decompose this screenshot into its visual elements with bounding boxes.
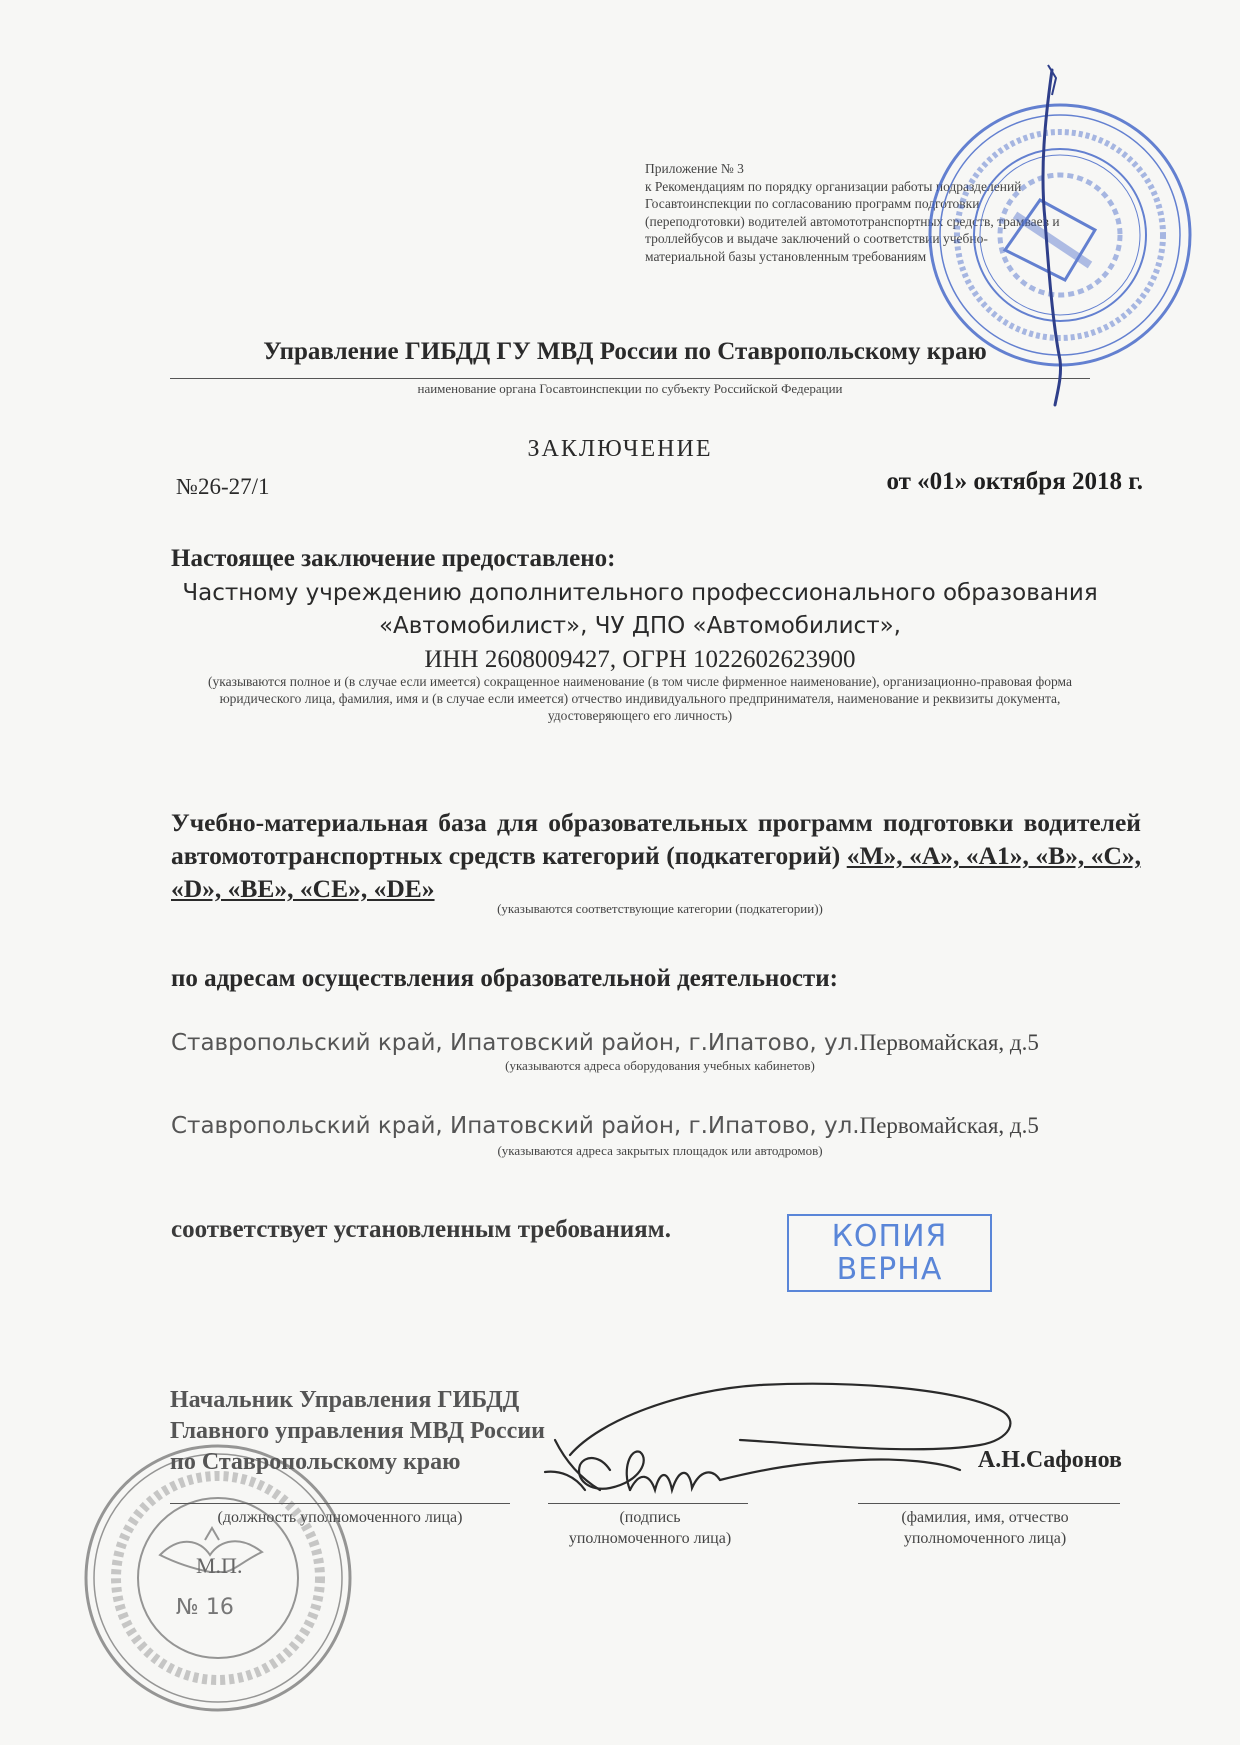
- name-caption-line-2: уполномоченного лица): [903, 1530, 1067, 1547]
- base-caption: (указываются соответствующие категории (подкатегории)): [497, 901, 823, 916]
- signature-caption-line-2: уполномоченного лица): [568, 1530, 732, 1547]
- recipient-line-1: Частному учреждению дополнительного профессионального образования: [182, 580, 1098, 606]
- classroom-address-prefix: Ставропольский край, Ипатовский район, г.Ипатово, ул.: [171, 1030, 860, 1056]
- document-title: ЗАКЛЮЧЕНИЕ: [527, 436, 713, 462]
- appendix-line: троллейбусов и выдаче заключений о соответствии учебно-: [645, 231, 988, 246]
- appendix-line: к Рекомендациям по порядку организации работы подразделений: [645, 178, 1022, 194]
- document-number: №26-27/1: [176, 474, 270, 499]
- signature-caption-line-1: (подпись: [619, 1509, 681, 1526]
- addresses-heading: по адресам осуществления образовательной деятельности:: [171, 965, 838, 992]
- authority-caption: наименование органа Госавтоинспекции по субъекту Российской Федерации: [417, 381, 843, 396]
- stamp-line-2: ВЕРНА: [836, 1252, 943, 1287]
- position-line-2: Главного управления МВД России: [170, 1418, 545, 1444]
- grounds-address-prefix: Ставропольский край, Ипатовский район, г.Ипатово, ул.: [171, 1113, 860, 1139]
- appendix-line: Госавтоинспекции по согласованию программ подготовки: [645, 196, 980, 211]
- grounds-address-street: Первомайская, д.5: [859, 1113, 1039, 1138]
- organization-seal: [930, 105, 1190, 365]
- grounds-address-caption: (указываются адреса закрытых площадок или автодромов): [497, 1143, 823, 1158]
- position-caption: (должность уполномоченного лица): [217, 1509, 463, 1526]
- recipient-heading: Настоящее заключение предоставлено:: [171, 545, 616, 572]
- classroom-address-street: Первомайская, д.5: [859, 1030, 1039, 1055]
- stamp-line-1: КОПИЯ: [831, 1219, 948, 1254]
- appendix-line: (переподготовки) водителей автомототранспортных средств, трамваев и: [645, 213, 1060, 229]
- base-text: Учебно-материальная база для образовательных программ подготовки водителей автомототранспортных средств категорий (подкатегорий): [171, 808, 1141, 870]
- position-line-3: по Ставропольскому краю: [170, 1449, 461, 1475]
- recipient-line-2: «Автомобилист», ЧУ ДПО «Автомобилист»,: [378, 613, 901, 639]
- position-line-1: Начальник Управления ГИБДД: [170, 1387, 520, 1413]
- seal-mp-label: М.П.: [196, 1553, 243, 1578]
- base-categories: «M», «A», «A1», «B», «C», «D», «BE», «CE», «DE»: [171, 841, 1141, 903]
- classroom-address-caption: (указываются адреса оборудования учебных кабинетов): [505, 1058, 815, 1073]
- signatory-name: А.Н.Сафонов: [977, 1447, 1122, 1473]
- name-caption-line-1: (фамилия, имя, отчество: [901, 1509, 1069, 1526]
- police-seal: [86, 1446, 350, 1710]
- document-date: от «01» октября 2018 г.: [886, 468, 1143, 495]
- recipient-line-3: ИНН 2608009427, ОГРН 1022602623900: [424, 646, 856, 673]
- authority-name: Управление ГИБДД ГУ МВД России по Ставропольскому краю: [263, 338, 987, 365]
- conclusion-text: соответствует установленным требованиям.: [171, 1216, 671, 1243]
- appendix-line: материальной базы установленным требованиям: [645, 248, 927, 264]
- appendix-line: Приложение № 3: [645, 161, 744, 176]
- handwritten-signature: [545, 1384, 1010, 1490]
- seal-number-label: № 16: [176, 1595, 234, 1620]
- recipient-caption: (указываются полное и (в случае если имеется) сокращенное наименование (в том числе фирменное наименование), организационно-правовая форма юридического лица, фамилия, имя и (в случае если имеется) отчество индивидуального предпринимателя, наименование и реквизиты документа, удостоверяющего его личность): [208, 674, 1072, 723]
